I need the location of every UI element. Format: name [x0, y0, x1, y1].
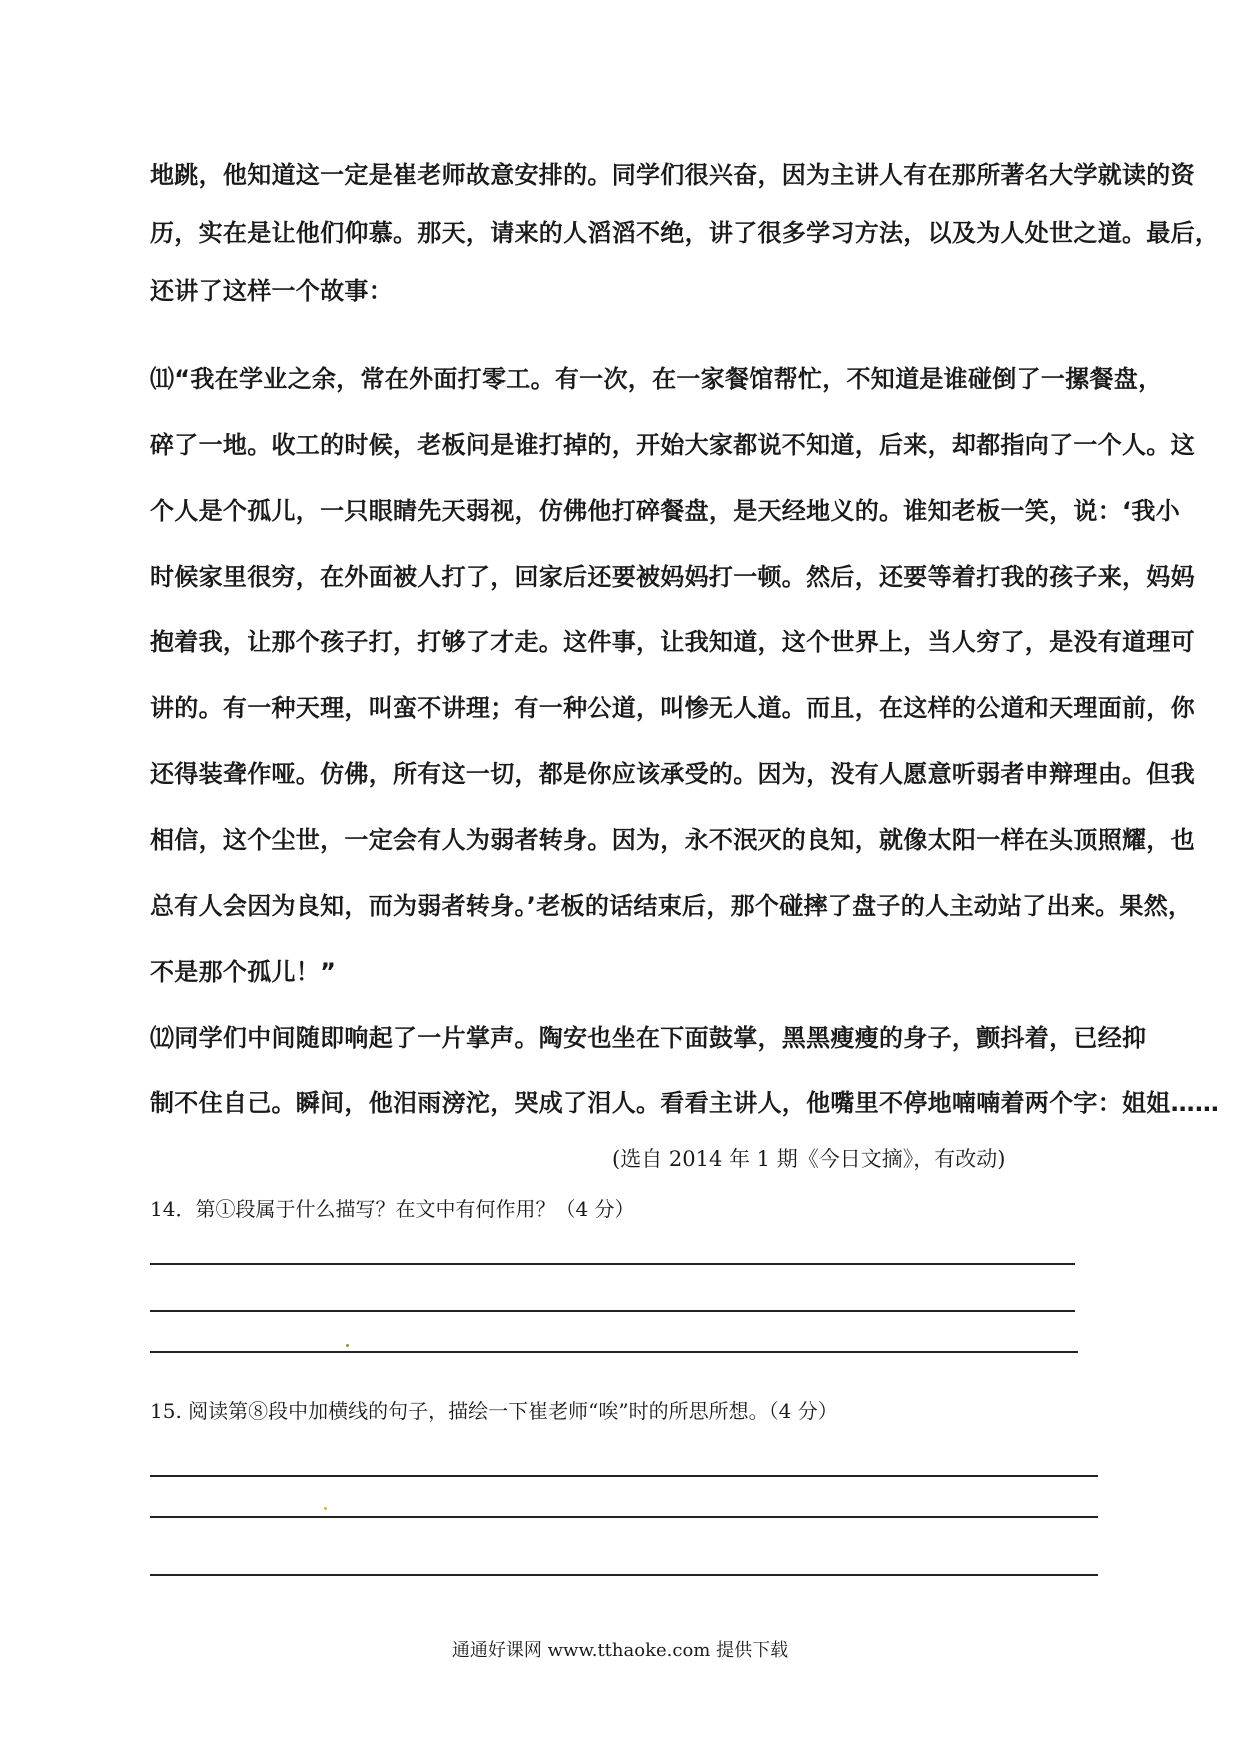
passage-line: 还得装聋作哑。仿佛，所有这一切，都是你应该承受的。因为，没有人愿意听弱者申辩理由。但我 — [150, 760, 1195, 788]
passage-line: 相信，这个尘世，一定会有人为弱者转身。因为，永不泯灭的良知，就像太阳一样在头顶照耀，也 — [150, 826, 1195, 854]
answer-line[interactable] — [150, 1516, 1098, 1518]
question-15: 15. 阅读第⑧段中加横线的句子，描绘一下崔老师“唉”时的所思所想。（4 分） — [150, 1399, 838, 1423]
passage-line: 还讲了这样一个故事： — [150, 277, 393, 305]
source-citation: (选自 2014 年 1 期《今日文摘》，有改动) — [612, 1147, 1006, 1171]
passage-line: 时候家里很穷，在外面被人打了，回家后还要被妈妈打一顿。然后，还要等着打我的孩子来，妈妈 — [150, 563, 1195, 591]
page-footer: 通通好课网 www.tthaoke.com 提供下载 — [451, 1640, 789, 1661]
passage-line: 历，实在是让他们仰慕。那天，请来的人滔滔不绝，讲了很多学习方法，以及为人处世之道。最后， — [150, 219, 1220, 247]
passage-line: 个人是个孤儿，一只眼睛先天弱视，仿佛他打碎餐盘，是天经地义的。谁知老板一笑，说：‘我小 — [150, 497, 1181, 525]
passage-line: 碎了一地。收工的时候，老板问是谁打掉的，开始大家都说不知道，后来，却都指向了一个人。这 — [150, 431, 1195, 459]
answer-line[interactable] — [150, 1475, 1098, 1477]
paragraph-11-line: ⑾“我在学业之余，常在外面打零工。有一次，在一家餐馆帮忙，不知道是谁碰倒了一摞餐盘， — [150, 365, 1163, 393]
answer-line[interactable] — [150, 1263, 1075, 1265]
paragraph-12-line: ⑿同学们中间随即响起了一片掌声。陶安也坐在下面鼓掌，黑黑瘦瘦的身子，颤抖着，已经抑 — [150, 1024, 1147, 1052]
passage-line: 制不住自己。瞬间，他泪雨滂沱，哭成了泪人。看看主讲人，他嘴里不停地喃喃着两个字：姐姐…… — [150, 1089, 1220, 1117]
passage-line: 不是那个孤儿！” — [150, 958, 337, 986]
question-14: 14．第①段属于什么描写？在文中有何作用？（4 分） — [150, 1197, 635, 1221]
passage-line: 讲的。有一种天理，叫蛮不讲理；有一种公道，叫惨无人道。而且，在这样的公道和天理面前，你 — [150, 694, 1195, 722]
answer-line[interactable] — [150, 1310, 1075, 1312]
answer-line[interactable] — [150, 1574, 1098, 1576]
passage-line: 地跳，他知道这一定是崔老师故意安排的。同学们很兴奋，因为主讲人有在那所著名大学就读的资 — [150, 161, 1195, 189]
passage-line: 总有人会因为良知，而为弱者转身。’老板的话结束后，那个碰摔了盘子的人主动站了出来。果然， — [150, 892, 1193, 920]
scan-speck — [346, 1344, 349, 1347]
answer-line[interactable] — [150, 1351, 1078, 1353]
scan-speck — [324, 1507, 327, 1510]
passage-line: 抱着我，让那个孩子打，打够了才走。这件事，让我知道，这个世界上，当人穷了，是没有道理可 — [150, 628, 1195, 656]
